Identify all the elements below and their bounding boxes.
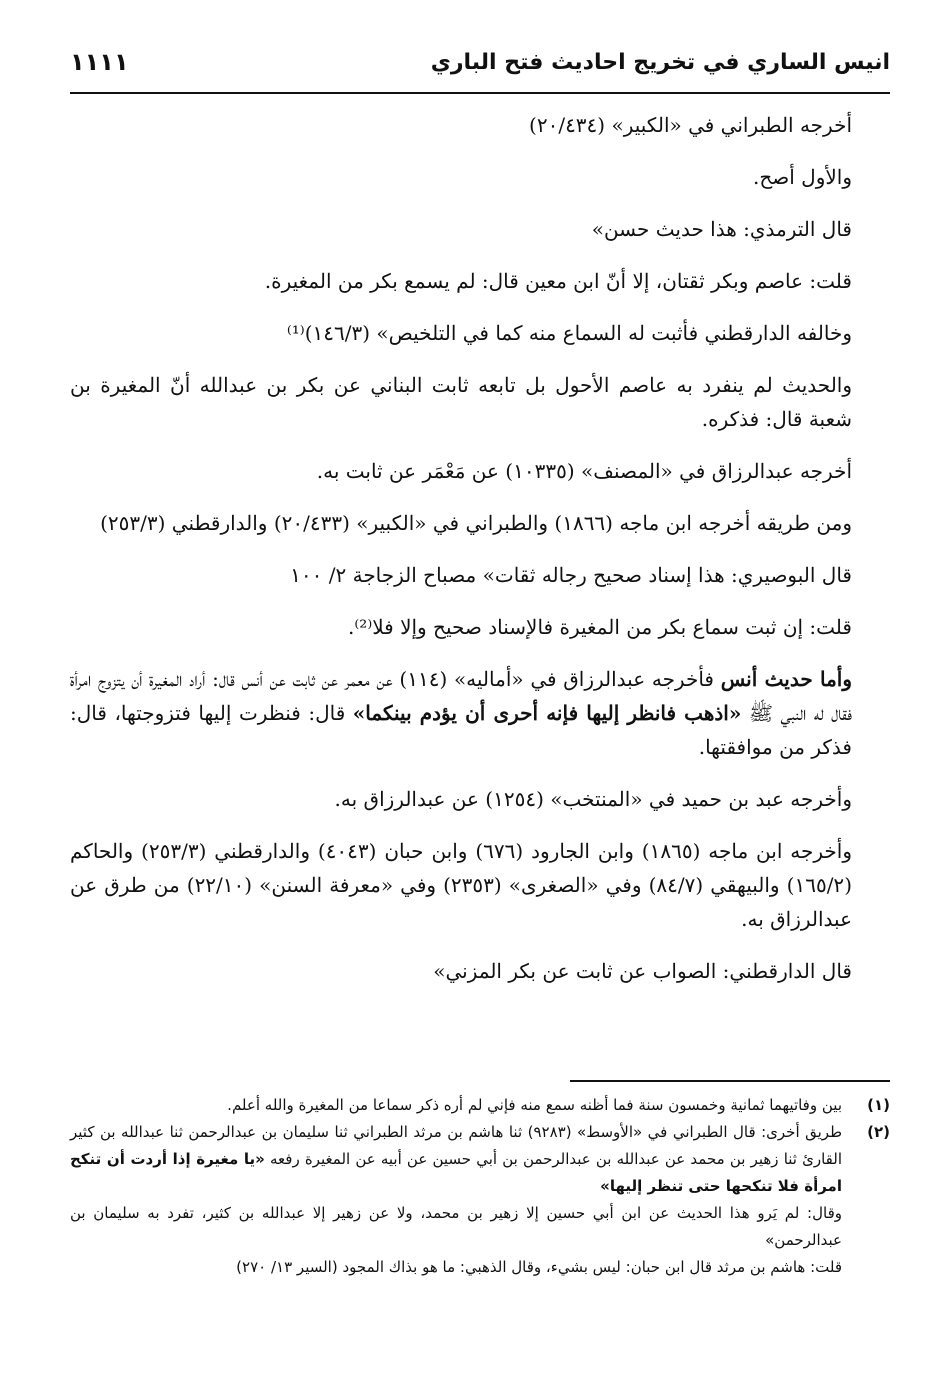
paragraph: أخرجه عبدالرزاق في «المصنف» (١٠٣٣٥) عن مَعْمَر عن ثابت به.: [316, 459, 852, 483]
paragraph-text: فأخرجه عبدالرزاق في «أماليه» (١١٤) عن معمر عن ثابت عن أنس قال: أراد المغيرة أن يتزوج امرأة فقال له النبي ﷺ: [70, 667, 853, 725]
footnotes: [70, 1092, 890, 1281]
paragraph-tail: قال: فنظرت إليها فتزوجتها، قال: فذكر من موافقتها.: [70, 701, 852, 759]
paragraph: قلت: عاصم وبكر ثقتان، إلا أنّ ابن معين قال: لم يسمع بكر من المغيرة.: [264, 269, 852, 293]
footnote-text: [70, 1119, 842, 1200]
paragraph: أخرجه الطبراني في «الكبير» (٢٠/٤٣٤): [529, 113, 852, 137]
hadith-quote: «اذهب فانظر إليها فإنه أحرى أن يؤدم بينكما»: [352, 701, 742, 725]
footnote: [70, 1119, 890, 1200]
footnote-text: بين وفاتيهما ثمانية وخمسون سنة فما أظنه سمع منه فإني لم أره ذكر سماعا من المغيرة والله أعلم.: [227, 1096, 842, 1114]
footnote-number: (٢): [867, 1123, 890, 1141]
main-text: [70, 108, 890, 988]
footnote-continuation: وقال: لم يَرو هذا الحديث عن ابن أبي حسين إلا زهير بن محمد، ولا عن زهير إلا عبدالله بن كثير، تفرد به سليمان بن عبدالرحمن»: [70, 1204, 842, 1249]
paragraph: وأخرجه عبد بن حميد في «المنتخب» (١٢٥٤) عن عبدالرزاق به.: [334, 787, 852, 811]
page-number: ١١١١: [70, 48, 129, 76]
document-page: [70, 40, 890, 1360]
paragraph: ومن طريقه أخرجه ابن ماجه (١٨٦٦) والطبراني في «الكبير» (٢٠/٤٣٣) والدارقطني (٢٥٣/٣): [100, 511, 852, 535]
bold-lead: وأما حديث أنس: [720, 667, 853, 691]
footnote-number: (١): [867, 1096, 890, 1114]
paragraph: والأول أصح.: [753, 165, 852, 189]
footnote-divider: [570, 1080, 890, 1082]
footnote-body: طريق أخرى: قال الطبراني في «الأوسط» (٩٢٨٣) ثنا هاشم بن مرثد الطبراني ثنا سليمان بن عبدالرحمن ثنا عبدالله بن كثير القارئ ثنا زهير بن محمد عن عبدالله بن عبدالرحمن بن أبي حسين عن أبيه عن المغيرة رفعه: [70, 1123, 843, 1168]
paragraph: قال البوصيري: هذا إسناد صحيح رجاله ثقات» مصباح الزجاجة ٢/ ١٠٠: [290, 563, 852, 587]
paragraph: والحديث لم ينفرد به عاصم الأحول بل تابعه ثابت البناني عن بكر بن عبدالله أنّ المغيرة بن شعبة قال: فذكره.: [70, 373, 852, 431]
page-header: [70, 40, 890, 94]
paragraph: قال الدارقطني: الصواب عن ثابت عن بكر المزني»: [433, 959, 852, 983]
paragraph: وخالفه الدارقطني فأثبت له السماع منه كما في التلخيص» (١٤٦/٣)⁽¹⁾: [286, 321, 852, 345]
paragraph: قلت: إن ثبت سماع بكر من المغيرة فالإسناد صحيح وإلا فلا⁽²⁾.: [348, 615, 852, 639]
footnote-continuation: قلت: هاشم بن مرثد قال ابن حبان: ليس بشيء، وقال الذهبي: ما هو بذاك المجود (السير ١٣/ ٢٧٠): [236, 1258, 842, 1276]
footnote-hadith-quote: «يا مغيرة إذا أردت أن تنكح امرأة فلا تنكحها حتى تنظر إليها»: [70, 1150, 842, 1195]
paragraph: قال الترمذي: هذا حديث حسن»: [591, 217, 852, 241]
running-title: انيس الساري في تخريج احاديث فتح الباري: [430, 50, 890, 75]
footnote: [70, 1092, 890, 1119]
paragraph-anas-hadith: [70, 662, 890, 764]
paragraph: وأخرجه ابن ماجه (١٨٦٥) وابن الجارود (٦٧٦) وابن حبان (٤٠٤٣) والدارقطني (٢٥٣/٣) والحاكم (١٦٥/٢) والبيهقي (٨٤/٧) وفي «الصغرى» (٢٣٥٣) وفي «معرفة السنن» (٢٢/١٠) من طرق عن عبدالرزاق به.: [70, 839, 853, 931]
